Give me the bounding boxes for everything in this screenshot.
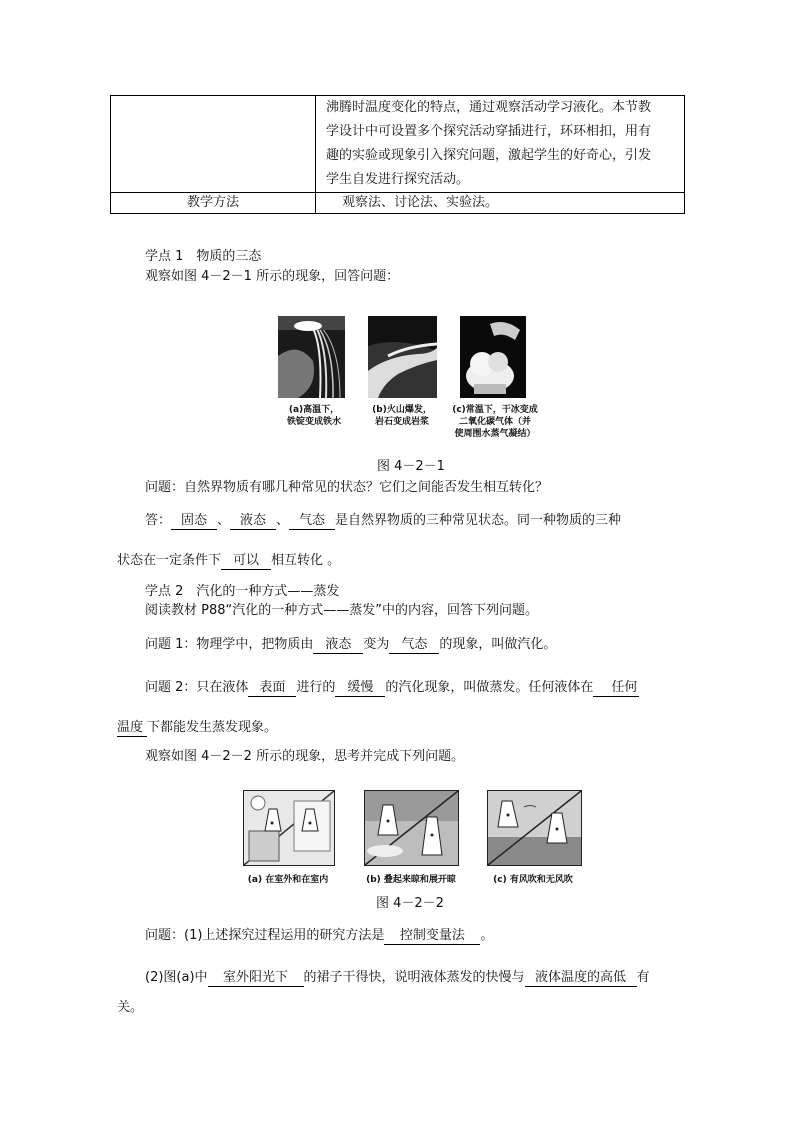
separator: 、 — [217, 513, 231, 528]
section1-intro: 观察如图 4－2－1 所示的现象，回答问题： — [145, 269, 400, 284]
question-text: 变为 — [363, 637, 390, 652]
section1-heading: 学点 1 物质的三态 — [145, 249, 262, 264]
description-line: 学生自发进行探究活动。 — [326, 172, 470, 187]
figure2-caption-c: (c) 有风吹和无风吹 — [493, 875, 573, 885]
section1-answer-line2 — [117, 549, 340, 570]
question1 — [145, 633, 556, 654]
table-cell-description — [316, 96, 685, 193]
wind-nowind-panel — [487, 790, 582, 866]
molten-iron-photo — [278, 316, 345, 398]
question-text: 问题 1：物理学中，把物质由 — [145, 637, 314, 652]
caption-line: (b)火山爆发， — [372, 405, 432, 415]
section1-answer-line1 — [145, 509, 621, 530]
answer-prefix: 答： — [145, 513, 172, 528]
figure1-caption-a — [278, 404, 350, 428]
answer-text: 状态在一定条件下 — [117, 553, 222, 568]
dry-ice-photo — [460, 316, 526, 398]
question-text: 问题 2：只在液体 — [145, 680, 249, 695]
q2-blank-any: 任何 — [593, 680, 639, 697]
stacked-spread-panel — [364, 790, 459, 866]
volcano-lava-photo — [368, 316, 437, 398]
figure2-label: 图 4－2－2 — [376, 896, 444, 911]
q3-blank-method: 控制变量法 — [384, 928, 480, 945]
q1-blank-liquid: 液态 — [313, 637, 363, 654]
question-text: 的汽化现象，叫做蒸发。任何液体在 — [385, 680, 594, 695]
teaching-method-value — [316, 193, 685, 214]
description-line: 学设计中可设置多个探究活动穿插进行，环环相扣，用有 — [326, 124, 652, 139]
table-cell-empty — [111, 96, 316, 193]
figure1-caption-c — [448, 404, 542, 440]
teaching-info-table — [110, 95, 685, 214]
caption-line: 二氧化碳气体（并 — [458, 417, 531, 427]
question-text: 的现象，叫做汽化。 — [439, 637, 557, 652]
caption-line: (c)常温下，干冰变成 — [452, 405, 538, 415]
answer-blank-can: 可以 — [221, 553, 271, 570]
figure1-caption-b — [364, 404, 440, 428]
q4-blank-location: 室外阳光下 — [208, 970, 304, 987]
answer-blank-gas: 气态 — [289, 513, 335, 530]
answer-blank-solid: 固态 — [171, 513, 217, 530]
question4-line2: 关。 — [117, 1000, 144, 1015]
question-text: 下都能发生蒸发现象。 — [147, 720, 278, 735]
description-line: 趣的实验或现象引入探究问题，激起学生的好奇心，引发 — [326, 148, 652, 163]
figure2-caption-b: (b) 叠起来晾和展开晾 — [366, 875, 456, 885]
q2-blank-temperature: 温度 — [117, 720, 147, 737]
q2-blank-slow: 缓慢 — [335, 680, 385, 697]
caption-line: 铁锭变成铁水 — [286, 417, 341, 427]
answer-blank-liquid: 液态 — [230, 513, 276, 530]
separator: 、 — [276, 513, 290, 528]
question2-line2 — [117, 716, 277, 737]
q2-blank-surface: 表面 — [248, 680, 296, 697]
question-text: 进行的 — [296, 680, 336, 695]
question-text: 。 — [480, 928, 494, 943]
question-text: (2)图(a)中 — [145, 970, 208, 985]
figure2-caption-a: (a) 在室外和在室内 — [247, 875, 329, 885]
answer-text: 是自然界物质的三种常见状态。同一种物质的三种 — [335, 513, 622, 528]
question-text: 有 — [636, 970, 650, 985]
question-text: 的裙子干得快，说明液体蒸发的快慢与 — [303, 970, 525, 985]
caption-line: 使周围水蒸气凝结） — [454, 429, 536, 439]
question-text: 问题：(1)上述探究过程运用的研究方法是 — [145, 928, 385, 943]
answer-text: 相互转化 。 — [271, 553, 341, 568]
teaching-method-text: 观察法、讨论法、实验法。 — [342, 195, 499, 210]
question2-line1 — [145, 676, 639, 697]
q1-blank-gas: 气态 — [389, 637, 439, 654]
description-line: 沸腾时温度变化的特点，通过观察活动学习液化。本节教 — [326, 100, 652, 115]
question4-line1 — [145, 966, 650, 987]
section2-heading: 学点 2 汽化的一种方式——蒸发 — [145, 584, 340, 599]
q4-blank-factor: 液体温度的高低 — [525, 970, 637, 987]
section2-observe: 观察如图 4－2－2 所示的现象，思考并完成下列问题。 — [145, 749, 465, 764]
teaching-method-label: 教学方法 — [111, 193, 316, 214]
outdoor-indoor-panel — [243, 790, 335, 866]
caption-line: (a)高温下， — [288, 405, 340, 415]
caption-line: 岩石变成岩浆 — [374, 417, 429, 427]
section1-question: 问题：自然界物质有哪几种常见的状态？它们之间能否发生相互转化？ — [145, 480, 549, 495]
question3 — [145, 924, 493, 945]
figure1-label: 图 4－2－1 — [377, 459, 445, 474]
section2-intro: 阅读教材 P88“汽化的一种方式——蒸发”中的内容，回答下列问题。 — [145, 603, 538, 618]
